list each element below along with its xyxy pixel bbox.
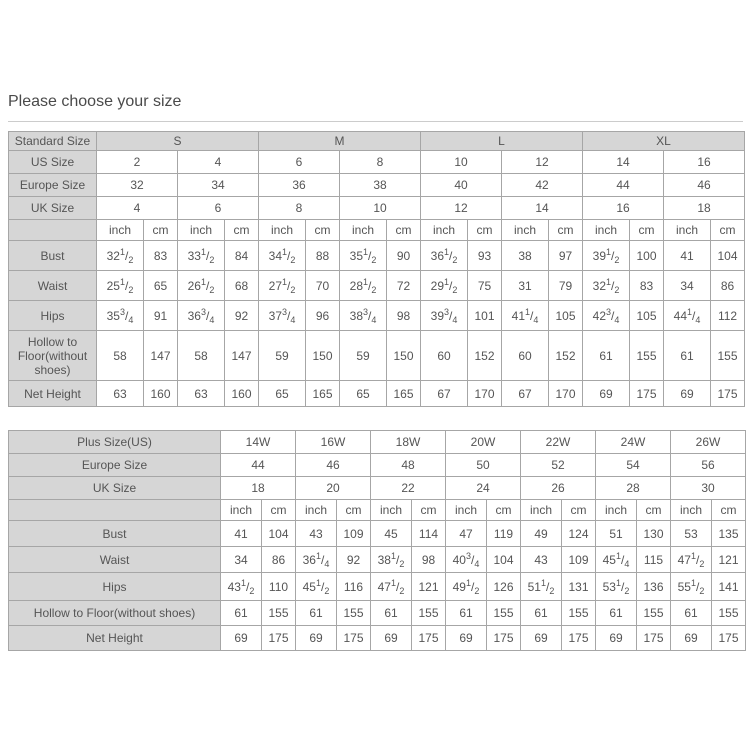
measurement-value-cell: 69 bbox=[671, 626, 712, 651]
table-row bbox=[9, 174, 745, 197]
unit-header-cell: inch bbox=[446, 500, 487, 521]
measurement-value-cell: 115 bbox=[637, 547, 671, 573]
measurement-value-cell: 61 bbox=[521, 601, 562, 626]
measurement-value-cell: 110 bbox=[262, 573, 296, 601]
measurement-value-cell: 165 bbox=[387, 381, 421, 407]
measurement-value-cell: $32^1/_2$ bbox=[97, 241, 144, 271]
unit-header-cell: inch bbox=[371, 500, 412, 521]
table-row bbox=[9, 601, 746, 626]
measurement-value-cell: 45 bbox=[371, 521, 412, 547]
measurement-value-cell: 61 bbox=[446, 601, 487, 626]
measurement-value-cell: 165 bbox=[306, 381, 340, 407]
measurement-value-cell: 83 bbox=[630, 271, 664, 301]
measurement-value-cell: $32^1/_2$ bbox=[583, 271, 630, 301]
row-label-cell: Plus Size(US) bbox=[9, 431, 221, 454]
unit-header-cell: inch bbox=[340, 220, 387, 241]
measurement-value-cell: $27^1/_2$ bbox=[259, 271, 306, 301]
unit-header-cell: inch bbox=[178, 220, 225, 241]
measurement-value-cell: $37^3/_4$ bbox=[259, 301, 306, 331]
size-value-cell: 22W bbox=[521, 431, 596, 454]
size-group-header-cell: S bbox=[97, 132, 259, 151]
measurement-value-cell: 91 bbox=[144, 301, 178, 331]
measurement-value-cell: 90 bbox=[387, 241, 421, 271]
measurement-value-cell: $29^1/_2$ bbox=[421, 271, 468, 301]
size-value-cell: 48 bbox=[371, 454, 446, 477]
row-label-cell: Hips bbox=[9, 301, 97, 331]
measurement-value-cell: 67 bbox=[421, 381, 468, 407]
size-value-cell: 36 bbox=[259, 174, 340, 197]
size-value-cell: 28 bbox=[596, 477, 671, 500]
measurement-value-cell: $43^1/_2$ bbox=[221, 573, 262, 601]
measurement-value-cell: 155 bbox=[711, 331, 745, 381]
measurement-value-cell: 83 bbox=[144, 241, 178, 271]
size-value-cell: 56 bbox=[671, 454, 746, 477]
measurement-value-cell: 34 bbox=[221, 547, 262, 573]
measurement-value-cell: 61 bbox=[221, 601, 262, 626]
table-row bbox=[9, 626, 746, 651]
measurement-value-cell: 98 bbox=[412, 547, 446, 573]
row-label-cell: Bust bbox=[9, 521, 221, 547]
measurement-value-cell: 155 bbox=[712, 601, 746, 626]
measurement-value-cell: $53^1/_2$ bbox=[596, 573, 637, 601]
measurement-value-cell: $39^3/_4$ bbox=[421, 301, 468, 331]
measurement-value-cell: $28^1/_2$ bbox=[340, 271, 387, 301]
measurement-value-cell: 58 bbox=[97, 331, 144, 381]
measurement-value-cell: 160 bbox=[144, 381, 178, 407]
size-value-cell: 4 bbox=[178, 151, 259, 174]
unit-header-cell: inch bbox=[664, 220, 711, 241]
measurement-value-cell: $36^1/_4$ bbox=[296, 547, 337, 573]
size-value-cell: 14 bbox=[583, 151, 664, 174]
size-value-cell: 44 bbox=[583, 174, 664, 197]
size-value-cell: 34 bbox=[178, 174, 259, 197]
size-value-cell: 42 bbox=[502, 174, 583, 197]
measurement-value-cell: 51 bbox=[596, 521, 637, 547]
size-value-cell: 12 bbox=[421, 197, 502, 220]
size-value-cell: 46 bbox=[296, 454, 371, 477]
measurement-value-cell: 65 bbox=[144, 271, 178, 301]
table-row bbox=[9, 197, 745, 220]
measurement-value-cell: 124 bbox=[562, 521, 596, 547]
size-value-cell: 20 bbox=[296, 477, 371, 500]
size-value-cell: 4 bbox=[97, 197, 178, 220]
measurement-value-cell: 104 bbox=[262, 521, 296, 547]
measurement-value-cell: 88 bbox=[306, 241, 340, 271]
table-row bbox=[9, 547, 746, 573]
measurement-value-cell: 175 bbox=[630, 381, 664, 407]
size-value-cell: 6 bbox=[178, 197, 259, 220]
measurement-value-cell: 175 bbox=[337, 626, 371, 651]
measurement-value-cell: 175 bbox=[637, 626, 671, 651]
size-value-cell: 30 bbox=[671, 477, 746, 500]
row-label-cell: Europe Size bbox=[9, 454, 221, 477]
measurement-value-cell: 65 bbox=[340, 381, 387, 407]
unit-header-cell: inch bbox=[97, 220, 144, 241]
measurement-value-cell: 75 bbox=[468, 271, 502, 301]
measurement-value-cell: $36^1/_2$ bbox=[421, 241, 468, 271]
measurement-value-cell: 69 bbox=[446, 626, 487, 651]
measurement-value-cell: 160 bbox=[225, 381, 259, 407]
table-row bbox=[9, 301, 745, 331]
row-label-cell: Europe Size bbox=[9, 174, 97, 197]
measurement-value-cell: $45^1/_4$ bbox=[596, 547, 637, 573]
table-row bbox=[9, 500, 746, 521]
unit-header-cell: cm bbox=[630, 220, 664, 241]
measurement-value-cell: 112 bbox=[711, 301, 745, 331]
measurement-value-cell: 175 bbox=[711, 381, 745, 407]
size-value-cell: 6 bbox=[259, 151, 340, 174]
size-value-cell: 8 bbox=[259, 197, 340, 220]
row-label-cell: Waist bbox=[9, 547, 221, 573]
unit-header-cell: cm bbox=[144, 220, 178, 241]
measurement-value-cell: 105 bbox=[549, 301, 583, 331]
measurement-value-cell: 69 bbox=[296, 626, 337, 651]
measurement-value-cell: 61 bbox=[583, 331, 630, 381]
size-value-cell: 14 bbox=[502, 197, 583, 220]
table-row bbox=[9, 220, 745, 241]
measurement-value-cell: $42^3/_4$ bbox=[583, 301, 630, 331]
measurement-value-cell: 69 bbox=[664, 381, 711, 407]
measurement-value-cell: $40^3/_4$ bbox=[446, 547, 487, 573]
size-value-cell: 24 bbox=[446, 477, 521, 500]
unit-header-cell: cm bbox=[487, 500, 521, 521]
table-row bbox=[9, 241, 745, 271]
measurement-value-cell: 61 bbox=[596, 601, 637, 626]
unit-row-spacer-cell bbox=[9, 220, 97, 241]
table-row bbox=[9, 151, 745, 174]
unit-header-cell: cm bbox=[387, 220, 421, 241]
measurement-value-cell: 105 bbox=[630, 301, 664, 331]
measurement-value-cell: 121 bbox=[412, 573, 446, 601]
measurement-value-cell: 69 bbox=[521, 626, 562, 651]
measurement-value-cell: 175 bbox=[262, 626, 296, 651]
measurement-value-cell: 61 bbox=[664, 331, 711, 381]
measurement-value-cell: 98 bbox=[387, 301, 421, 331]
measurement-value-cell: 63 bbox=[178, 381, 225, 407]
measurement-value-cell: 147 bbox=[144, 331, 178, 381]
measurement-value-cell: 155 bbox=[412, 601, 446, 626]
measurement-value-cell: $35^1/_2$ bbox=[340, 241, 387, 271]
measurement-value-cell: 47 bbox=[446, 521, 487, 547]
measurement-value-cell: $47^1/_2$ bbox=[371, 573, 412, 601]
row-label-cell: Net Height bbox=[9, 381, 97, 407]
measurement-value-cell: 155 bbox=[562, 601, 596, 626]
measurement-value-cell: 79 bbox=[549, 271, 583, 301]
measurement-value-cell: $34^1/_2$ bbox=[259, 241, 306, 271]
measurement-value-cell: 31 bbox=[502, 271, 549, 301]
measurement-value-cell: $33^1/_2$ bbox=[178, 241, 225, 271]
measurement-value-cell: 126 bbox=[487, 573, 521, 601]
row-label-cell: Hips bbox=[9, 573, 221, 601]
unit-header-cell: inch bbox=[421, 220, 468, 241]
size-value-cell: 44 bbox=[221, 454, 296, 477]
measurement-value-cell: 84 bbox=[225, 241, 259, 271]
measurement-value-cell: $41^1/_4$ bbox=[502, 301, 549, 331]
unit-header-cell: inch bbox=[521, 500, 562, 521]
size-group-header-cell: L bbox=[421, 132, 583, 151]
unit-header-cell: inch bbox=[671, 500, 712, 521]
size-value-cell: 20W bbox=[446, 431, 521, 454]
table-row bbox=[9, 271, 745, 301]
measurement-value-cell: 59 bbox=[259, 331, 306, 381]
measurement-value-cell: 49 bbox=[521, 521, 562, 547]
size-value-cell: 26W bbox=[671, 431, 746, 454]
measurement-value-cell: $39^1/_2$ bbox=[583, 241, 630, 271]
size-value-cell: 16 bbox=[664, 151, 745, 174]
measurement-value-cell: 69 bbox=[371, 626, 412, 651]
measurement-value-cell: 175 bbox=[712, 626, 746, 651]
table-row bbox=[9, 331, 745, 381]
measurement-value-cell: 34 bbox=[664, 271, 711, 301]
measurement-value-cell: 93 bbox=[468, 241, 502, 271]
measurement-value-cell: $38^1/_2$ bbox=[371, 547, 412, 573]
measurement-value-cell: 109 bbox=[337, 521, 371, 547]
measurement-value-cell: $55^1/_2$ bbox=[671, 573, 712, 601]
unit-header-cell: cm bbox=[712, 500, 746, 521]
measurement-value-cell: 155 bbox=[262, 601, 296, 626]
size-value-cell: 2 bbox=[97, 151, 178, 174]
measurement-value-cell: 104 bbox=[711, 241, 745, 271]
size-value-cell: 18 bbox=[221, 477, 296, 500]
measurement-value-cell: 109 bbox=[562, 547, 596, 573]
measurement-value-cell: 69 bbox=[583, 381, 630, 407]
measurement-value-cell: 43 bbox=[521, 547, 562, 573]
size-value-cell: 32 bbox=[97, 174, 178, 197]
measurement-value-cell: 61 bbox=[671, 601, 712, 626]
unit-header-cell: inch bbox=[296, 500, 337, 521]
unit-header-cell: cm bbox=[306, 220, 340, 241]
measurement-value-cell: 58 bbox=[178, 331, 225, 381]
table-row bbox=[9, 454, 746, 477]
measurement-value-cell: 97 bbox=[549, 241, 583, 271]
size-value-cell: 26 bbox=[521, 477, 596, 500]
measurement-value-cell: 116 bbox=[337, 573, 371, 601]
size-value-cell: 18W bbox=[371, 431, 446, 454]
measurement-value-cell: 41 bbox=[221, 521, 262, 547]
measurement-value-cell: 175 bbox=[487, 626, 521, 651]
size-value-cell: 8 bbox=[340, 151, 421, 174]
row-label-cell: US Size bbox=[9, 151, 97, 174]
measurement-value-cell: 155 bbox=[637, 601, 671, 626]
measurement-value-cell: 135 bbox=[712, 521, 746, 547]
table-row bbox=[9, 132, 745, 151]
size-value-cell: 16 bbox=[583, 197, 664, 220]
title-divider bbox=[8, 121, 743, 122]
measurement-value-cell: $26^1/_2$ bbox=[178, 271, 225, 301]
measurement-value-cell: 67 bbox=[502, 381, 549, 407]
measurement-value-cell: 41 bbox=[664, 241, 711, 271]
measurement-value-cell: $51^1/_2$ bbox=[521, 573, 562, 601]
measurement-value-cell: 60 bbox=[421, 331, 468, 381]
size-value-cell: 46 bbox=[664, 174, 745, 197]
unit-header-cell: cm bbox=[262, 500, 296, 521]
unit-header-cell: inch bbox=[596, 500, 637, 521]
unit-header-cell: inch bbox=[221, 500, 262, 521]
size-value-cell: 24W bbox=[596, 431, 671, 454]
measurement-value-cell: $38^3/_4$ bbox=[340, 301, 387, 331]
measurement-value-cell: 68 bbox=[225, 271, 259, 301]
size-group-header-cell: XL bbox=[583, 132, 745, 151]
measurement-value-cell: 61 bbox=[371, 601, 412, 626]
size-value-cell: 18 bbox=[664, 197, 745, 220]
unit-header-cell: inch bbox=[259, 220, 306, 241]
measurement-value-cell: 43 bbox=[296, 521, 337, 547]
row-label-cell: Net Height bbox=[9, 626, 221, 651]
measurement-value-cell: 72 bbox=[387, 271, 421, 301]
measurement-value-cell: 86 bbox=[262, 547, 296, 573]
measurement-value-cell: 150 bbox=[306, 331, 340, 381]
size-value-cell: 14W bbox=[221, 431, 296, 454]
measurement-value-cell: 65 bbox=[259, 381, 306, 407]
measurement-value-cell: 92 bbox=[337, 547, 371, 573]
measurement-value-cell: $35^3/_4$ bbox=[97, 301, 144, 331]
measurement-value-cell: 150 bbox=[387, 331, 421, 381]
measurement-value-cell: $45^1/_2$ bbox=[296, 573, 337, 601]
measurement-value-cell: 152 bbox=[549, 331, 583, 381]
standard-size-table bbox=[8, 131, 745, 407]
unit-header-cell: cm bbox=[337, 500, 371, 521]
table-row bbox=[9, 521, 746, 547]
size-value-cell: 22 bbox=[371, 477, 446, 500]
measurement-value-cell: 60 bbox=[502, 331, 549, 381]
measurement-value-cell: 38 bbox=[502, 241, 549, 271]
unit-header-cell: cm bbox=[711, 220, 745, 241]
measurement-value-cell: 155 bbox=[337, 601, 371, 626]
measurement-value-cell: $25^1/_2$ bbox=[97, 271, 144, 301]
measurement-value-cell: $49^1/_2$ bbox=[446, 573, 487, 601]
size-group-header-cell: M bbox=[259, 132, 421, 151]
measurement-value-cell: 119 bbox=[487, 521, 521, 547]
measurement-value-cell: 70 bbox=[306, 271, 340, 301]
size-value-cell: 50 bbox=[446, 454, 521, 477]
size-value-cell: 10 bbox=[340, 197, 421, 220]
unit-header-cell: inch bbox=[583, 220, 630, 241]
measurement-value-cell: 59 bbox=[340, 331, 387, 381]
size-value-cell: 52 bbox=[521, 454, 596, 477]
row-label-cell: UK Size bbox=[9, 477, 221, 500]
row-label-cell: UK Size bbox=[9, 197, 97, 220]
measurement-value-cell: 170 bbox=[468, 381, 502, 407]
measurement-value-cell: 152 bbox=[468, 331, 502, 381]
measurement-value-cell: 61 bbox=[296, 601, 337, 626]
page-title: Please choose your size bbox=[8, 93, 182, 110]
measurement-value-cell: 100 bbox=[630, 241, 664, 271]
size-value-cell: 16W bbox=[296, 431, 371, 454]
unit-header-cell: cm bbox=[468, 220, 502, 241]
size-value-cell: 40 bbox=[421, 174, 502, 197]
measurement-value-cell: 131 bbox=[562, 573, 596, 601]
measurement-value-cell: 155 bbox=[630, 331, 664, 381]
table-row bbox=[9, 477, 746, 500]
measurement-value-cell: 121 bbox=[712, 547, 746, 573]
size-value-cell: 38 bbox=[340, 174, 421, 197]
measurement-value-cell: $36^3/_4$ bbox=[178, 301, 225, 331]
size-value-cell: 54 bbox=[596, 454, 671, 477]
unit-row-spacer-cell bbox=[9, 500, 221, 521]
table-row bbox=[9, 573, 746, 601]
measurement-value-cell: 141 bbox=[712, 573, 746, 601]
measurement-value-cell: 86 bbox=[711, 271, 745, 301]
row-label-cell: Hollow to Floor(without shoes) bbox=[9, 331, 97, 381]
unit-header-cell: cm bbox=[549, 220, 583, 241]
measurement-value-cell: 175 bbox=[412, 626, 446, 651]
table-row bbox=[9, 431, 746, 454]
measurement-value-cell: 155 bbox=[487, 601, 521, 626]
measurement-value-cell: 53 bbox=[671, 521, 712, 547]
measurement-value-cell: 114 bbox=[412, 521, 446, 547]
measurement-value-cell: $44^1/_4$ bbox=[664, 301, 711, 331]
measurement-value-cell: 96 bbox=[306, 301, 340, 331]
measurement-value-cell: 175 bbox=[562, 626, 596, 651]
unit-header-cell: cm bbox=[562, 500, 596, 521]
row-label-cell: Waist bbox=[9, 271, 97, 301]
measurement-value-cell: 69 bbox=[221, 626, 262, 651]
unit-header-cell: cm bbox=[225, 220, 259, 241]
measurement-value-cell: 136 bbox=[637, 573, 671, 601]
row-label-cell: Hollow to Floor(without shoes) bbox=[9, 601, 221, 626]
size-value-cell: 12 bbox=[502, 151, 583, 174]
measurement-value-cell: 101 bbox=[468, 301, 502, 331]
corner-header-cell: Standard Size bbox=[9, 132, 97, 151]
measurement-value-cell: 170 bbox=[549, 381, 583, 407]
size-value-cell: 10 bbox=[421, 151, 502, 174]
measurement-value-cell: 92 bbox=[225, 301, 259, 331]
measurement-value-cell: 130 bbox=[637, 521, 671, 547]
measurement-value-cell: $47^1/_2$ bbox=[671, 547, 712, 573]
measurement-value-cell: 147 bbox=[225, 331, 259, 381]
measurement-value-cell: 69 bbox=[596, 626, 637, 651]
plus-size-table bbox=[8, 430, 746, 651]
unit-header-cell: cm bbox=[412, 500, 446, 521]
table-row bbox=[9, 381, 745, 407]
unit-header-cell: cm bbox=[637, 500, 671, 521]
measurement-value-cell: 63 bbox=[97, 381, 144, 407]
unit-header-cell: inch bbox=[502, 220, 549, 241]
row-label-cell: Bust bbox=[9, 241, 97, 271]
measurement-value-cell: 104 bbox=[487, 547, 521, 573]
